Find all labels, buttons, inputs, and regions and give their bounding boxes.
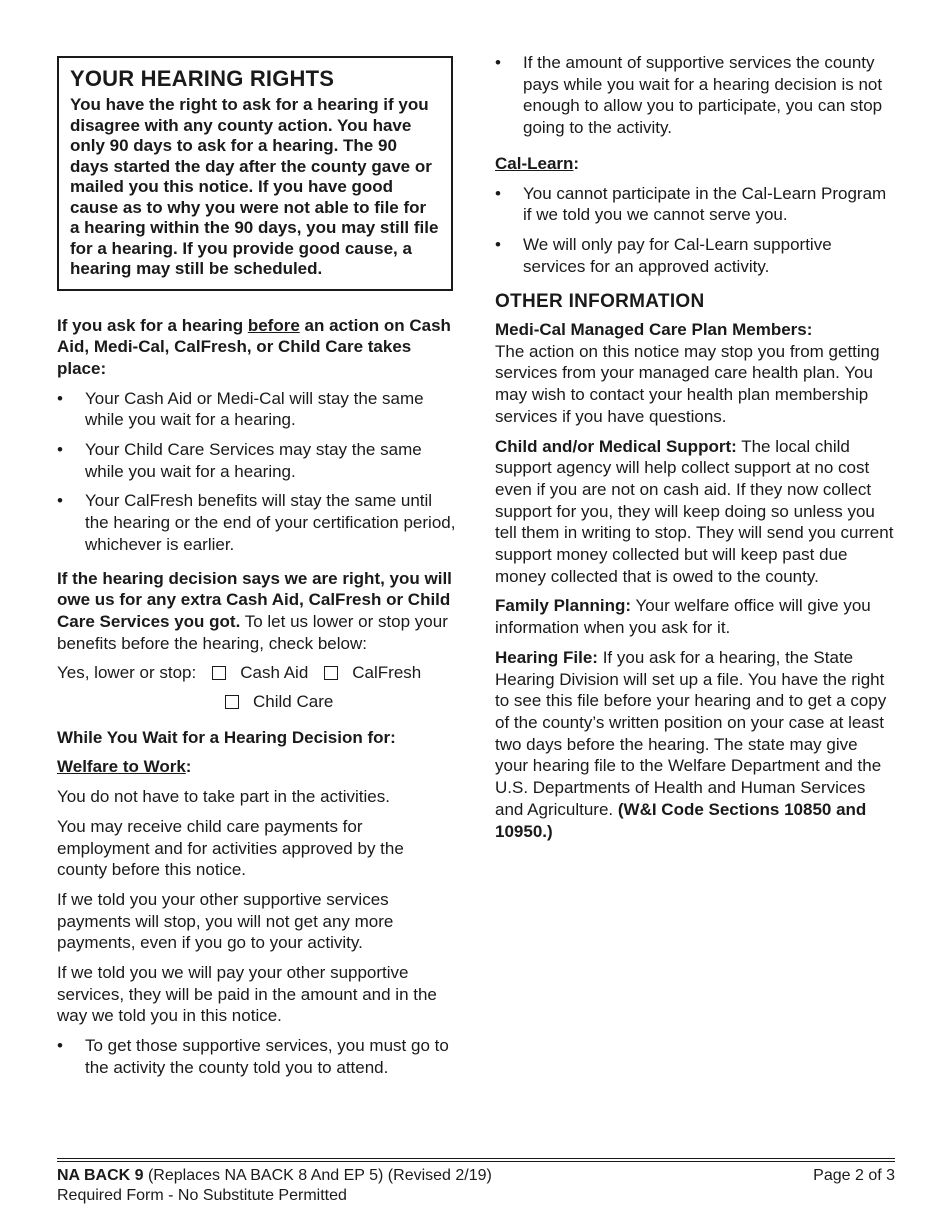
right-column [495,52,895,850]
family-planning-heading: Family Planning: [495,596,632,616]
hearing-file-body: If you ask for a hearing, the State Hearing Division will set up a file. You have the right to see this file before your hearing and to get a copy of the county’s written position on your case at least two days before the hearing. The state may give your hearing file to the Welfare Department and the U.S. Departments of Health and Human Services and Agriculture. [495,647,887,819]
wait-list [57,1035,457,1078]
hearing-rights-title: YOUR HEARING RIGHTS [70,66,335,91]
child-care-label: Child Care [253,692,334,712]
child-care-checkbox[interactable] [225,695,239,709]
before-action-heading-underlined: before [247,315,300,335]
footer-form-id: NA BACK 9 [57,1167,144,1184]
footer-page-number: Page 2 of 3 [813,1167,895,1184]
child-support-heading: Child and/or Medical Support: [495,436,737,456]
welfare-to-work-label: Welfare to Work [57,757,186,777]
checkbox-row-2 [57,691,457,713]
child-support-body: The local child support agency will help collect support at no cost even if you are not on cash aid. If they now collect support for you, they will keep doing so unless you tell them in writing to stop. They will send you current support money collected but will keep past due money collected that is owed to the county. [495,436,894,586]
calfresh-label: CalFresh [352,663,422,683]
cash-aid-label: Cash Aid [240,663,309,683]
footer-row-2 [57,1186,895,1206]
calfresh-checkbox[interactable] [324,666,338,680]
managed-care-heading: Medi-Cal Managed Care Plan Members: [495,320,813,340]
list-item: • If the amount of supportive services the county pays while you wait for a hearing decision is not enough to allow you to participate, you can stop going to the activity. [495,52,895,139]
checkbox-row-1 [57,662,457,684]
list-item: • Your CalFresh benefits will stay the same until the hearing or the end of your certification period, whichever is earlier. [57,490,457,555]
left-column [57,52,457,1087]
before-action-heading-pre: If you ask for a hearing [57,315,248,335]
other-information-title: OTHER INFORMATION [495,291,705,313]
before-action-heading [57,315,457,380]
welfare-to-work-heading [57,756,457,778]
wait-paragraph: You do not have to take part in the activities. [57,787,390,807]
wait-paragraph: If we told you your other supportive services payments will stop, you will not get any more payments, even if you go to your activity. [57,889,394,953]
welfare-to-work-colon: : [185,757,192,777]
decision-normal: To let us lower or stop your benefits before the hearing, check below: [57,611,448,653]
wait-paragraph: If we told you we will pay your other supportive services, they will be paid in the amount and in the way we told you in this notice. [57,963,437,1026]
wait-list-continued [495,52,895,139]
list-item: • You cannot participate in the Cal-Learn Program if we told you we cannot serve you. [495,183,895,226]
list-item: • To get those supportive services, you must go to the activity the county told you to attend. [57,1035,457,1078]
child-support-paragraph [495,436,895,588]
cal-learn-list [495,183,895,278]
footer-form-info [57,1166,492,1186]
managed-care-body: The action on this notice may stop you from getting services from your managed care health plan. You may wish to contact your health plan membership services if you have questions. [495,341,880,426]
checkbox-label: Yes, lower or stop: [57,663,197,683]
footer-row [57,1166,895,1186]
cal-learn-colon: : [573,153,580,173]
wait-heading: While You Wait for a Hearing Decision for: [57,727,396,747]
cal-learn-label: Cal-Learn [495,153,574,173]
code-reference: (W&I Code Sections 10850 and 10950.) [495,799,867,841]
footer-replaces: (Replaces NA BACK 8 And EP 5) (Revised 2/19) [143,1167,492,1184]
cash-aid-checkbox[interactable] [212,666,226,680]
family-planning-body: Your welfare office will give you information when you ask for it. [495,596,871,638]
hearing-file-paragraph [495,647,895,842]
hearing-file-heading: Hearing File: [495,647,598,667]
footer-notice: Required Form - No Substitute Permitted [57,1187,347,1204]
before-action-list [57,388,457,556]
page-footer [57,1158,895,1206]
wait-paragraph: You may receive child care payments for employment and for activities approved by the county before this notice. [57,816,404,880]
list-item: • Your Cash Aid or Medi-Cal will stay the same while you wait for a hearing. [57,388,457,431]
hearing-rights-box [57,56,453,291]
decision-bold: If the hearing decision says we are right, you will owe us for any extra Cash Aid, CalFresh or Child Care Services you got. [57,568,452,631]
list-item: • We will only pay for Cal-Learn supportive services for an approved activity. [495,234,895,277]
hearing-rights-body: You have the right to ask for a hearing if you disagree with any county action. You have only 90 days to ask for a hearing. The 90 days started the day after the county gave or mailed you this notice. If you have good cause as to why you were not able to file for a hearing within the 90 days, you may still file for a hearing. If you provide good cause, a hearing may still be scheduled. [70,95,439,278]
managed-care-paragraph [495,319,895,428]
list-item: • Your Child Care Services may stay the same while you wait for a hearing. [57,439,457,482]
family-planning-paragraph [495,595,895,638]
footer-divider [57,1161,895,1162]
before-action-heading-post: an action on Cash Aid, Medi-Cal, CalFresh, or Child Care takes place: [57,315,451,378]
decision-paragraph [57,568,457,655]
cal-learn-heading [495,153,895,175]
